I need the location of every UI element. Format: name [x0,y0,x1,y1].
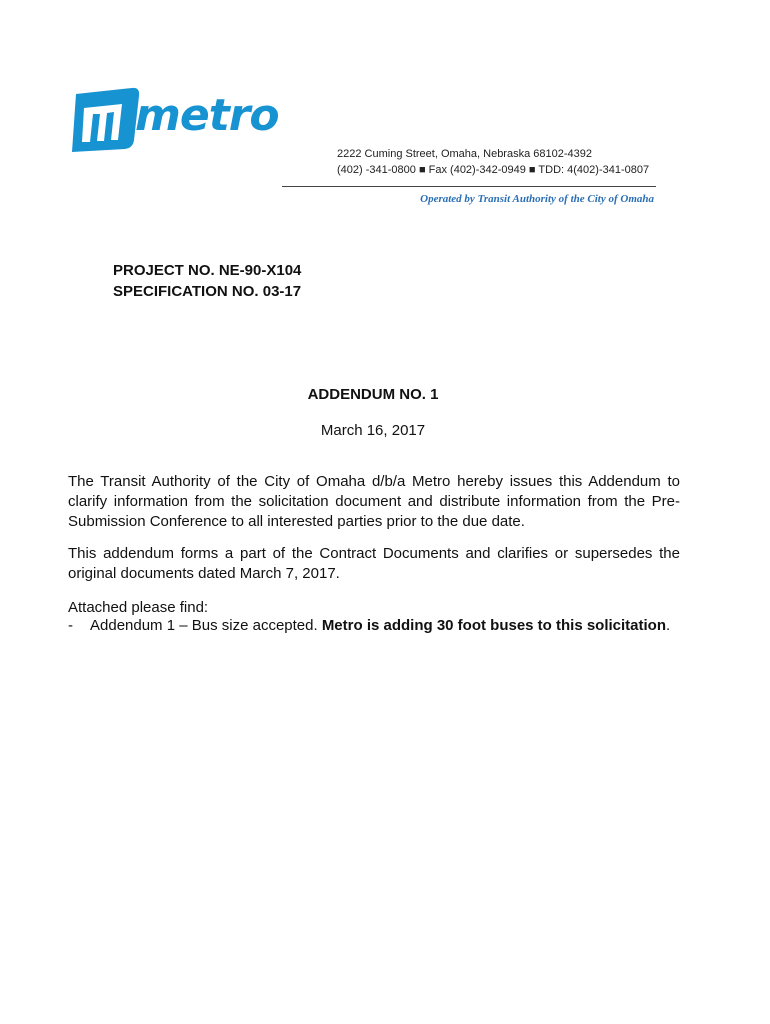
header-divider [282,186,656,187]
bullet-bold-text: Metro is adding 30 foot buses to this solicitation [321,617,667,634]
addendum-date: March 16, 2017 [320,422,426,439]
attached-heading: Attached please find: [68,599,209,616]
attachment-list-item [68,616,670,636]
addendum-title: ADDENDUM NO. 1 [307,386,439,403]
metro-wordmark: metro [135,90,279,141]
bullet-end: . [666,617,671,634]
bullet-text: Addendum 1 – Bus size accepted. [90,617,322,634]
paragraph-intro: The Transit Authority of the City of Omaha d/b/a Metro hereby issues this Addendum to clarify information from the solicitation document and distribute information from the Pre-Submission Conference to all interested parties prior to the due date. [68,473,680,530]
project-number: PROJECT NO. NE-90-X104 [113,262,302,279]
phone-line: (402) -341-0800 ■ Fax (402)-342-0949 ■ TDD: 4(402)-341-0807 [337,164,650,176]
specification-number: SPECIFICATION NO. 03-17 [113,283,302,300]
project-block [113,260,301,302]
paragraph-contract: This addendum forms a part of the Contract Documents and clarifies or supersedes the original documents dated March 7, 2017. [68,545,680,582]
bullet-dash: - [68,617,73,634]
header-contact [337,146,649,178]
operated-by-line: Operated by Transit Authority of the City of Omaha [420,193,654,205]
address-line: 2222 Cuming Street, Omaha, Nebraska 68102-4392 [337,148,592,160]
